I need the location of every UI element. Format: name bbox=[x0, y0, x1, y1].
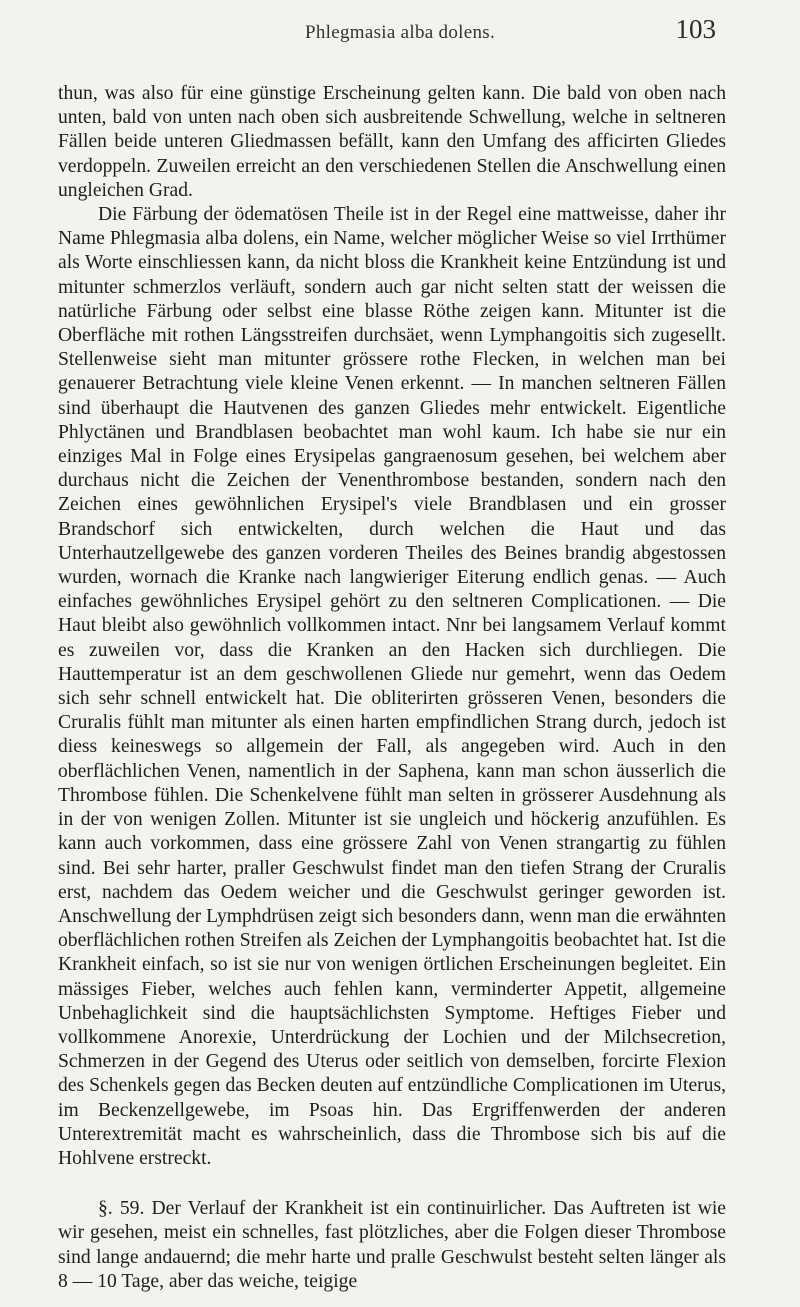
running-title: Phlegmasia alba dolens. bbox=[305, 22, 495, 43]
paragraph-section-59: §. 59. Der Verlauf der Krankheit ist ein continuirlicher. Das Auftreten ist wie wir gesehen, meist ein schnelles, fast plötzliches, aber die Folgen dieser Thrombose sind lange andauernd; die mehr harte und pralle Geschwulst besteht selten länger als 8 — 10 Tage, aber das weiche, teigige bbox=[58, 1198, 726, 1292]
paragraph-skin-coloration: Die Färbung der ödematösen Theile ist in der Regel eine mattweisse, daher ihr Name Phlegmasia alba dolens, ein Name, welcher möglicher Weise so viel Irrthümer als Worte einschliessen kann, da nicht bloss die Krankheit keine Entzündung ist und mitunter schmerzlos verläuft, sondern auch gar nicht selten statt der weissen die natürliche Färbung oder selbst eine blasse Röthe zeigen kann. Mitunter ist die Oberfläche mit rothen Längsstreifen durchsäet, wenn Lymphangoitis sich zugesellt. Stellenweise sieht man mitunter grössere rothe Flecken, in welchen man bei genauerer Betrachtung viele kleine Venen erkennt. — In manchen seltneren Fällen sind überhaupt die Hautvenen des ganzen Gliedes mehr entwickelt. Eigentliche Phlyctänen und Brandblasen beobachtet man wohl kaum. Ich habe sie nur ein einziges Mal in Folge eines Erysipelas gangraenosum gesehen, bei welchem aber durchaus nicht die Zeichen der Venenthrombose bestanden, sondern nach den Zeichen eines gewöhnlichen Erysipel's viele Brandblasen und ein grosser Brandschorf sich entwickelten, durch welchen die Haut und das Unterhautzellgewebe des ganzen vorderen Theiles des Beines brandig abgestossen wurden, wornach die Kranke nach langwieriger Eiterung endlich genas. — Auch einfaches gewöhnliches Erysipel gehört zu den seltneren Complicationen. — Die Haut bleibt also gewöhnlich vollkommen intact. Nnr bei langsamem Verlauf kommt es zuweilen vor, dass die Kranken an den Hacken sich durchliegen. Die Hauttemperatur ist an dem geschwollenen Gliede nur gemehrt, wenn das Oedem sich sehr schnell entwickelt hat. Die obliterirten grösseren Venen, besonders die Cruralis fühlt man mitunter als einen harten empfindlichen Strang durch, jedoch ist diess keineswegs so allgemein der Fall, als angegeben wird. Auch in den oberflächlichen Venen, namentlich in der Saphena, kann man schon äusserlich die Thrombose fühlen. Die Schenkelvene fühlt man selten in grösserer Ausdehnung als in der von wenigen Zollen. Mitunter ist sie ungleich und höckerig anzufühlen. Es kann auch vorkommen, dass eine grössere Zahl von Venen strangartig zu fühlen sind. Bei sehr harter, praller Geschwulst findet man den tiefen Strang der Cruralis erst, nachdem das Oedem weicher und die Geschwulst geringer geworden ist. Anschwellung der Lymphdrüsen zeigt sich besonders dann, wenn man die erwähnten oberflächlichen rothen Streifen als Zeichen der Lymphangoitis beobachtet hat. Ist die Krankheit einfach, so ist sie nur von wenigen örtlichen Erscheinungen begleitet. Ein mässiges Fieber, welches auch fehlen kann, verminderter Appetit, allgemeine Unbehaglichkeit sind die hauptsächlichsten Symptome. Heftiges Fieber und vollkommene Anorexie, Unterdrückung der Lochien und der Milchsecretion, Schmerzen in der Gegend des Uterus oder seitlich von demselben, forcirte Flexion des Schenkels gegen das Becken deuten auf entzündliche Complicationen im Uterus, im Beckenzellgewebe, im Psoas hin. Das Ergriffenwerden der anderen Unterextremität macht es wahrscheinlich, dass die Thrombose sich bis auf die Hohlvene erstreckt. bbox=[58, 204, 726, 1169]
paragraph-continuation: thun, was also für eine günstige Erscheinung gelten kann. Die bald von oben nach unten, bald von unten nach oben sich ausbreitende Schwellung, welche in seltneren Fällen beide unteren Gliedmassen befällt, kann den Umfang des afficirten Gliedes verdoppeln. Zuweilen erreicht an den verschiedenen Stellen die Anschwellung einen ungleichen Grad. bbox=[58, 83, 726, 201]
running-head bbox=[0, 12, 800, 52]
body-text bbox=[58, 82, 726, 1294]
page-number: 103 bbox=[675, 14, 716, 44]
